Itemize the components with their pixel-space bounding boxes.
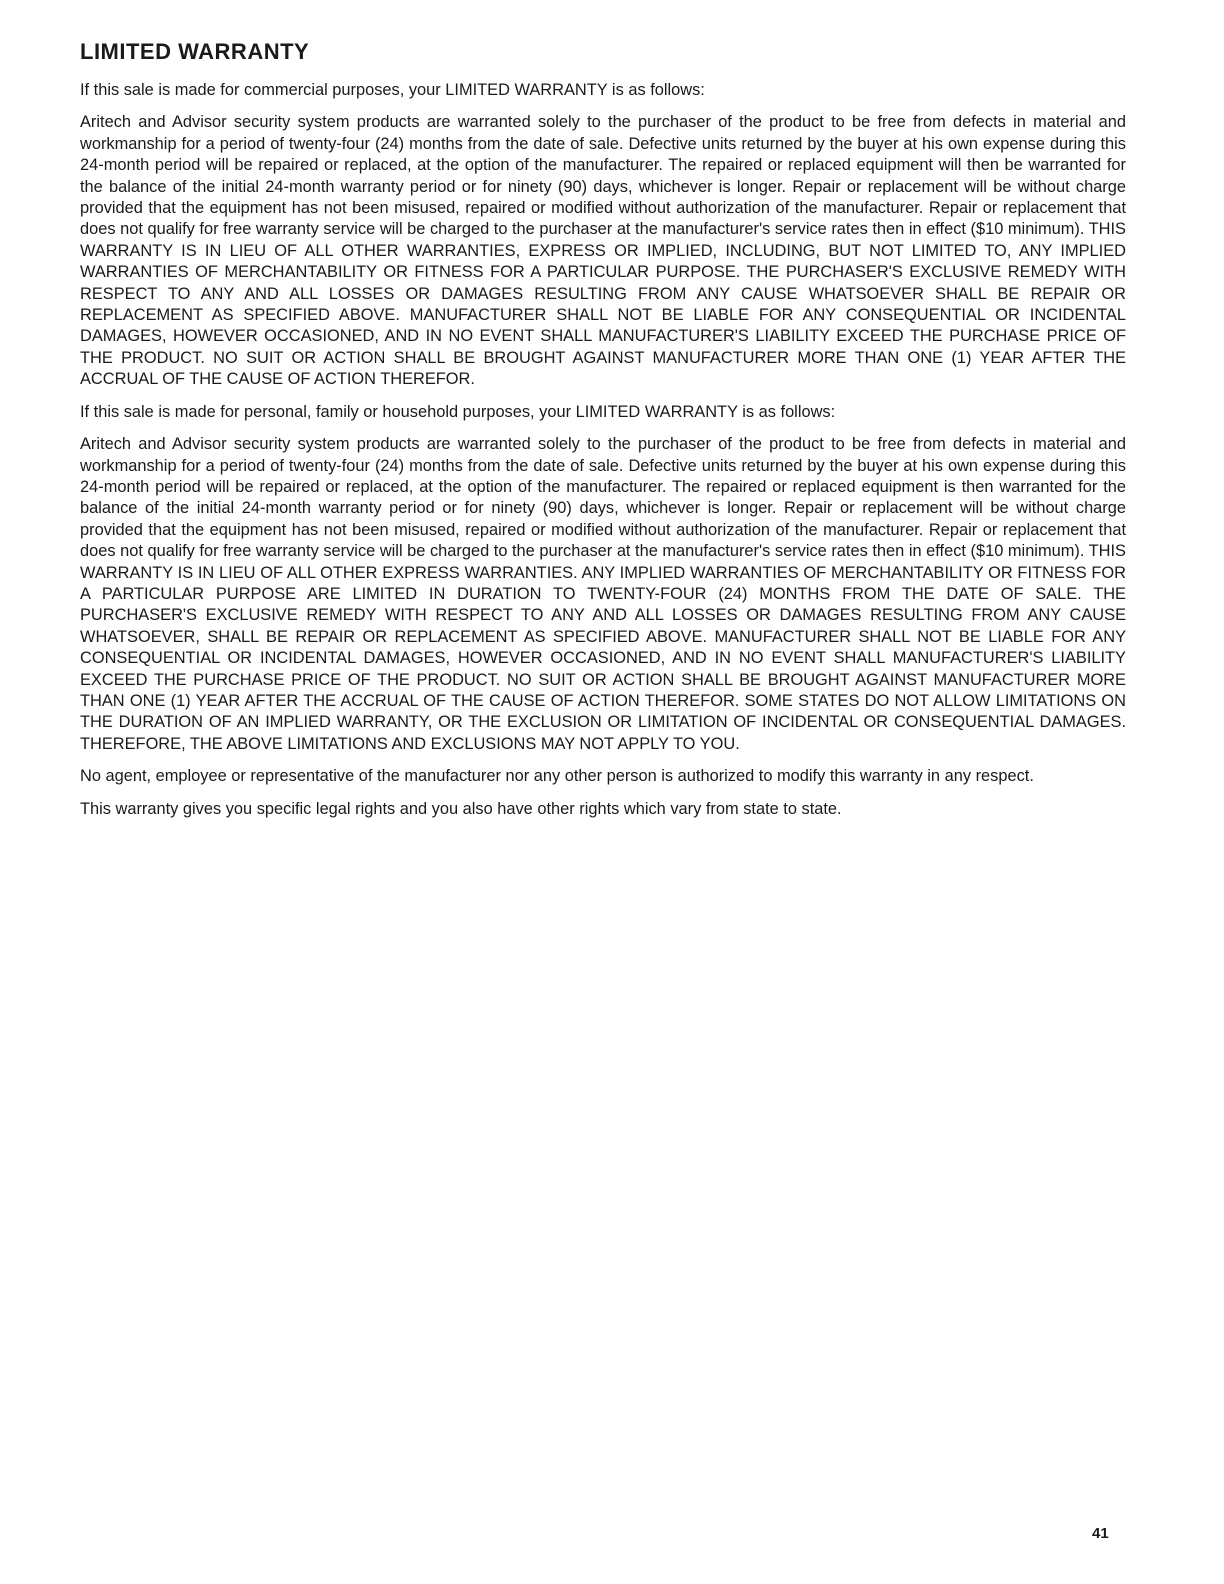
rights-notice: This warranty gives you specific legal rights and you also have other rights which vary from state to state.: [80, 799, 842, 818]
page-number: 41: [1092, 1525, 1109, 1542]
personal-warranty-text: Aritech and Advisor security system products are warranted solely to the purchaser of the product to be free from defects in material and workmanship for a period of twenty-four (24) months from the date of sale. Defective units returned by the buyer at his own expense during this 24-month period will be repaired or replaced, at the option of the manufacturer. The repaired or replaced equipment is then warranted for the balance of the initial 24-month warranty period or for ninety (90) days, whichever is longer. Repair or replacement will be without charge provided that the equipment has not been misused, repaired or modified without authorization of the manufacturer. Repair or replacement that does not qualify for free warranty service will be charged to the purchaser at the manufacturer's service rates then in effect ($10 minimum). THIS WARRANTY IS IN LIEU OF ALL OTHER EXPRESS WARRANTIES. ANY IMPLIED WARRANTIES OF MERCHANTABILITY OR FITNESS FOR A PARTICULAR PURPOSE ARE LIMITED IN DURATION TO TWENTY-FOUR (24) MONTHS FROM THE DATE OF SALE. THE PURCHASER'S EXCLUSIVE REMEDY WITH RESPECT TO ANY AND ALL LOSSES OR DAMAGES RESULTING FROM ANY CAUSE WHATSOEVER, SHALL BE REPAIR OR REPLACEMENT AS SPECIFIED ABOVE. MANUFACTURER SHALL NOT BE LIABLE FOR ANY CONSEQUENTIAL OR INCIDENTAL DAMAGES, HOWEVER OCCASIONED, AND IN NO EVENT SHALL MANUFACTURER'S LIABILITY EXCEED THE PURCHASE PRICE OF THE PRODUCT. NO SUIT OR ACTION SHALL BE BROUGHT AGAINST MANUFACTURER MORE THAN ONE (1) YEAR AFTER THE ACCRUAL OF THE CAUSE OF ACTION THEREFOR. SOME STATES DO NOT ALLOW LIMITATIONS ON THE DURATION OF AN IMPLIED WARRANTY, OR THE EXCLUSION OR LIMITATION OF INCIDENTAL OR CONSEQUENTIAL DAMAGES. THEREFORE, THE ABOVE LIMITATIONS AND EXCLUSIONS MAY NOT APPLY TO YOU.: [80, 435, 1126, 753]
commercial-warranty-text: Aritech and Advisor security system products are warranted solely to the purchaser of the product to be free from defects in material and workmanship for a period of twenty-four (24) months from the date of sale. Defective units returned by the buyer at his own expense during this 24-month period will be repaired or replaced, at the option of the manufacturer. The repaired or replaced equipment will then be warranted for the balance of the initial 24-month warranty period or for ninety (90) days, whichever is longer. Repair or replacement will be without charge provided that the equipment has not been misused, repaired or modified without authorization of the manufacturer. Repair or replacement that does not qualify for free warranty service will be charged to the purchaser at the manufacturer's service rates then in effect ($10 minimum). THIS WARRANTY IS IN LIEU OF ALL OTHER WARRANTIES, EXPRESS OR IMPLIED, INCLUDING, BUT NOT LIMITED TO, ANY IMPLIED WARRANTIES OF MERCHANTABILITY OR FITNESS FOR A PARTICULAR PURPOSE. THE PURCHASER'S EXCLUSIVE REMEDY WITH RESPECT TO ANY AND ALL LOSSES OR DAMAGES RESULTING FROM ANY CAUSE WHATSOEVER SHALL BE REPAIR OR REPLACEMENT AS SPECIFIED ABOVE. MANUFACTURER SHALL NOT BE LIABLE FOR ANY CONSEQUENTIAL OR INCIDENTAL DAMAGES, HOWEVER OCCASIONED, AND IN NO EVENT SHALL MANUFACTURER'S LIABILITY EXCEED THE PURCHASE PRICE OF THE PRODUCT. NO SUIT OR ACTION SHALL BE BROUGHT AGAINST MANUFACTURER MORE THAN ONE (1) YEAR AFTER THE ACCRUAL OF THE CAUSE OF ACTION THEREFOR.: [80, 113, 1126, 389]
agent-notice: No agent, employee or representative of the manufacturer nor any other person is authorized to modify this warranty in any respect.: [80, 767, 1034, 786]
warranty-page: [80, 38, 1126, 831]
commercial-intro: If this sale is made for commercial purposes, your LIMITED WARRANTY is as follows:: [80, 81, 705, 99]
page-title: LIMITED WARRANTY: [80, 39, 310, 64]
personal-intro: If this sale is made for personal, family or household purposes, your LIMITED WARRANTY is as follows:: [80, 402, 836, 421]
